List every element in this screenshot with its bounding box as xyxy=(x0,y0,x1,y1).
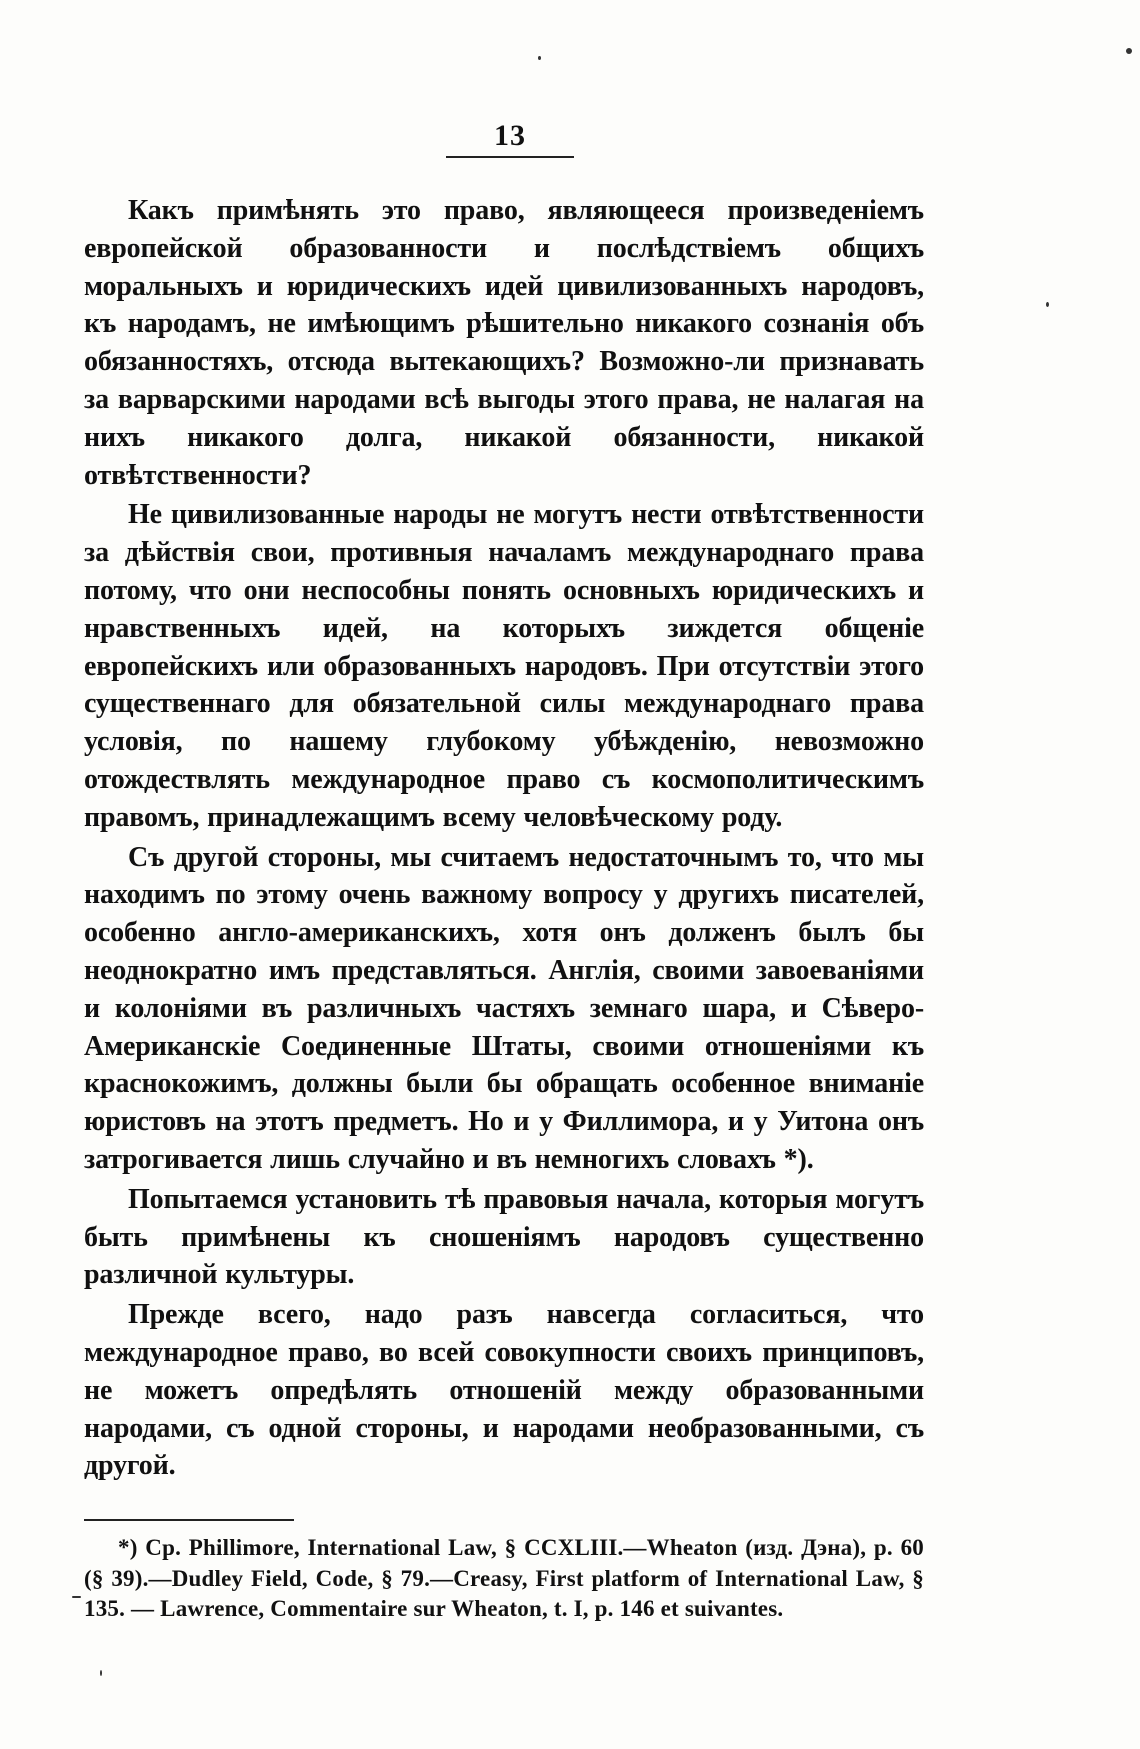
paragraph-2: Не цивилизованные народы не могутъ нести отвѣтственности за дѣйствія свои, противныя началамъ международнаго права потому, что они неспособны понять основныхъ юридическихъ и нравственныхъ идей, на которыхъ зиждется общеніе европейскихъ или образованныхъ народовъ. При отсутствіи этого существеннаго для обязательной силы международнаго права условія, по нашему глубокому убѣжденію, невозможно отождествлять международное право съ космополитическимъ правомъ, принадлежащимъ всему человѣческому роду. xyxy=(84,499,924,833)
scan-speck xyxy=(538,56,541,60)
footnote-rule xyxy=(84,1519,294,1521)
header-rule xyxy=(446,156,574,158)
page-number: 13 xyxy=(494,119,526,152)
paragraph-5: Прежде всего, надо разъ навсегда согласиться, что международное право, во всей совокупности своихъ принциповъ, не можетъ опредѣлять отношеній между образованными народами, съ одной стороны, и народами необразованными, съ другой. xyxy=(84,1299,924,1482)
page-content xyxy=(84,118,924,1625)
paragraph-1: Какъ примѣнять это право, являющееся произведеніемъ европейской образованности и послѣдствіемъ общихъ моральныхъ и юридическихъ идей цивилизованныхъ народовъ, къ народамъ, не имѣющимъ рѣшительно никакого сознанія объ обязанностяхъ, отсюда вытекающихъ? Возможно-ли признавать за варварскими народами всѣ выгоды этого права, не налагая на нихъ никакого долга, никакой обязанности, никакой отвѣтственности? xyxy=(84,195,924,491)
scan-speck xyxy=(100,1670,102,1676)
scan-speck xyxy=(1126,48,1132,54)
footnote: *) Ср. Phillimore, International Law, § CCXLIII.—Wheaton (изд. Дэна), p. 60 (§ 39).—Dudley Field, Code, § 79.—Creasy, First platform of International Law, § 135. — Lawrence, Commentaire sur Wheaton, t. I, p. 146 et suivantes. xyxy=(84,1535,924,1622)
scan-speck xyxy=(1046,302,1049,307)
scan-speck xyxy=(72,1596,81,1598)
paragraph-4: Попытаемся установить тѣ правовыя начала, которыя могутъ быть примѣнены къ сношеніямъ народовъ существенно различной культуры. xyxy=(84,1183,924,1291)
paragraph-3: Съ другой стороны, мы считаемъ недостаточнымъ то, что мы находимъ по этому очень важному вопросу у другихъ писателей, особенно англо-американскихъ, хотя онъ долженъ былъ бы неоднократно имъ представляться. Англія, своими завоеваніями и колоніями въ различныхъ частяхъ земнаго шара, и Сѣверо-Американскіе Соединенные Штаты, своими отношеніями къ краснокожимъ, должны были бы обращать особенное вниманіе юристовъ на этотъ предметъ. Но и у Филлимора, и у Уитона онъ затрогивается лишь случайно и въ немногихъ словахъ *). xyxy=(84,841,924,1175)
body-text xyxy=(84,192,924,1485)
